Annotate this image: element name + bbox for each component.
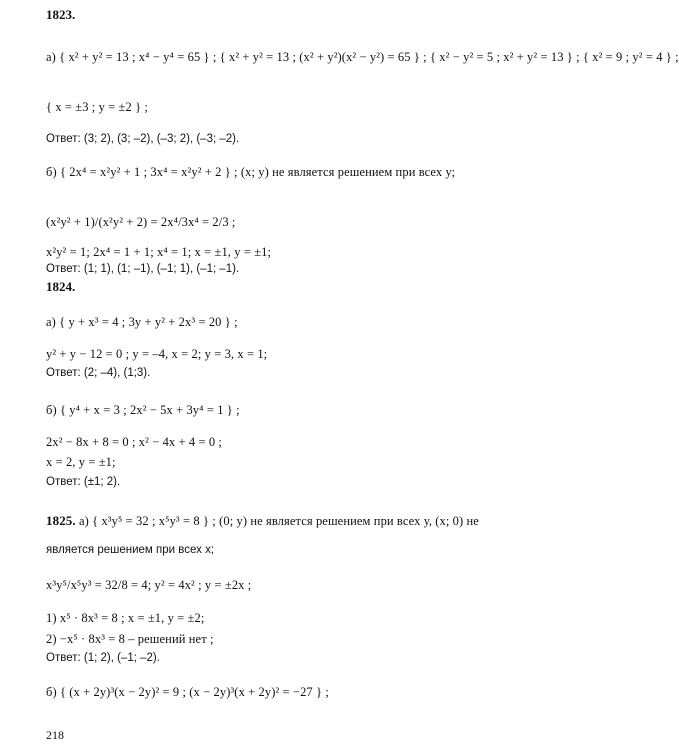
- problem-1823b-system: б) { 2x⁴ = x²y² + 1 ; 3x⁴ = x²y² + 2 } ; (x; y) не является решением при всех у;: [46, 165, 456, 179]
- problem-1824b-system: б) { y⁴ + x = 3 ; 2x² − 5x + 3y⁴ = 1 } ;: [46, 403, 240, 417]
- page-number: 218: [46, 728, 64, 742]
- problem-1825a-system: [46, 513, 497, 529]
- problem-1825-number: 1825.: [46, 513, 76, 528]
- problem-1823a-systems: а) { x² + y² = 13 ; x⁴ − y⁴ = 65 } ; { x² + y² = 13 ; (x² + y²)(x² − y²) = 65 } ; { x² − y² = 5 ; x² + y² = 13 } ; { x² = 9 ; y² = 4 } ;: [46, 50, 679, 64]
- problem-1824-number: 1824.: [46, 279, 76, 294]
- problem-1824a-answer: Ответ: (2; –4), (1;3).: [46, 367, 151, 379]
- problem-1825a-case2: 2) −x⁵ · 8x³ = 8 – решений нет ;: [46, 632, 214, 646]
- problem-1825a-ratio: x³y⁵/x⁵y³ = 32/8 = 4; y² = 4x² ; y = ±2x ;: [46, 578, 252, 592]
- problem-1825b-system: б) { (x + 2y)³(x − 2y)² = 9 ; (x − 2y)³(x + 2y)² = −27 } ;: [46, 685, 329, 699]
- problem-1824b-equation: 2x² − 8x + 8 = 0 ; x² − 4x + 4 = 0 ;: [46, 435, 222, 449]
- problem-1824a-system: а) { y + x³ = 4 ; 3y + y² + 2x³ = 20 } ;: [46, 315, 238, 329]
- problem-1824a-equation: y² + y − 12 = 0 ; y = –4, x = 2; y = 3, x = 1;: [46, 347, 268, 361]
- problem-1825a-case1: 1) x⁵ · 8x³ = 8 ; x = ±1, y = ±2;: [46, 611, 205, 625]
- problem-1823b-ratio: (x²y² + 1)/(x²y² + 2) = 2x⁴/3x⁴ = 2/3 ;: [46, 215, 236, 229]
- problem-1823-number: 1823.: [46, 7, 76, 22]
- problem-1824b-answer: Ответ: (±1; 2).: [46, 476, 121, 488]
- problem-1825a-answer: Ответ: (1; 2), (–1; –2).: [46, 652, 160, 664]
- problem-1824b-values: x = 2, y = ±1;: [46, 455, 116, 469]
- problem-1825a-system-text: а) { x³y⁵ = 32 ; x⁵y³ = 8 } ; (0; y) не является решением при всех у, (x; 0) не: [78, 514, 479, 528]
- problem-1823b-values: x²y² = 1; 2x⁴ = 1 + 1; x⁴ = 1; x = ±1, y = ±1;: [46, 245, 272, 259]
- problem-1823a-answer: Ответ: (3; 2), (3; –2), (–3; 2), (–3; –2).: [46, 133, 240, 145]
- problem-1823b-answer: Ответ: (1; 1), (1; –1), (–1; 1), (–1; –1).: [46, 263, 240, 275]
- problem-1823a-solution: { x = ±3 ; y = ±2 } ;: [46, 100, 148, 114]
- problem-1825a-continuation: является решением при всех х;: [46, 544, 215, 556]
